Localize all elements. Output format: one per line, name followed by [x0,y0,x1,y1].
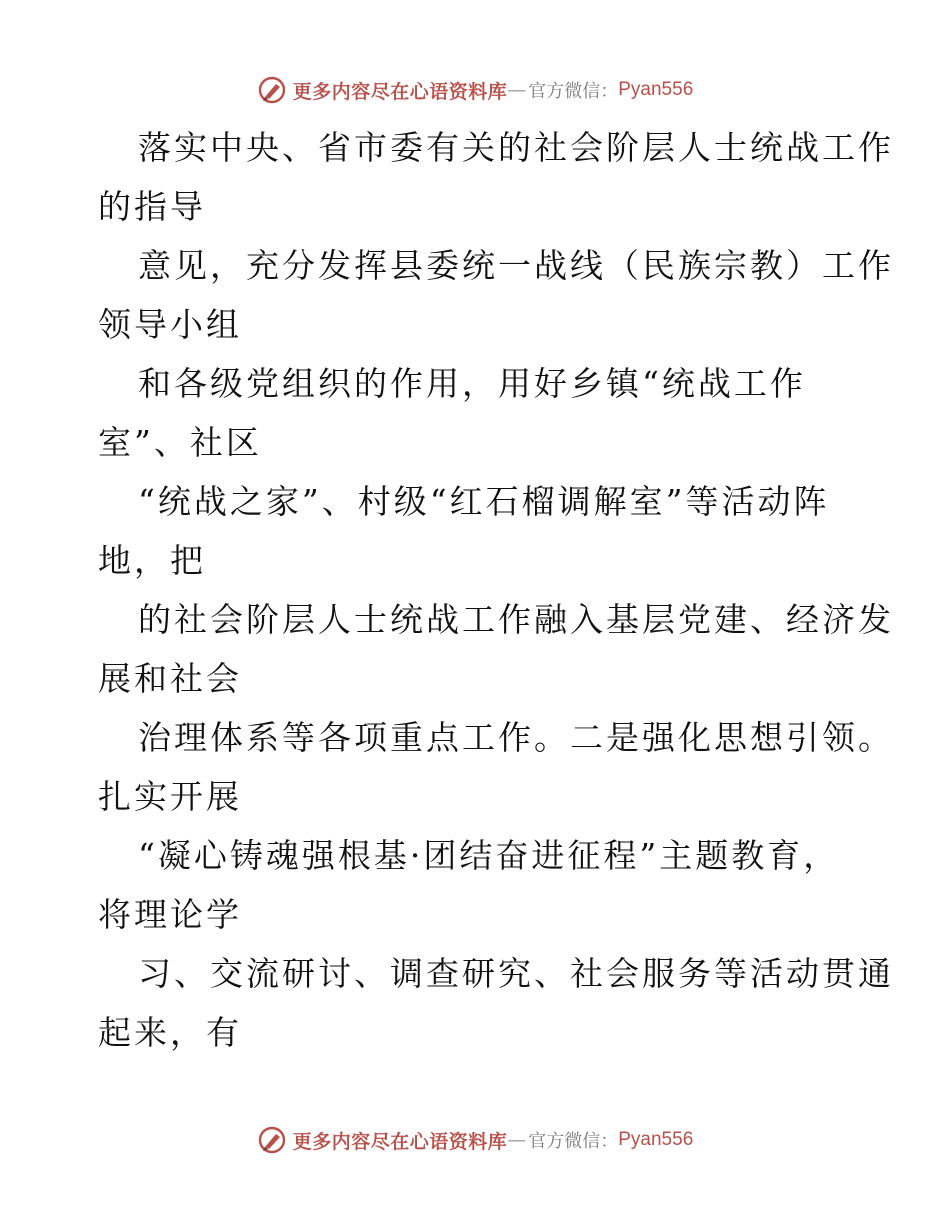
header-banner [0,72,950,108]
banner-wechat-label: 官方微信： [528,81,619,102]
body-line: 地，把 [98,541,206,580]
banner-site-name: 更多内容尽在心语资料库 [292,1130,508,1153]
body-line: 习、交流研讨、调查研究、社会服务等活动贯通 [138,954,894,993]
banner-wechat-id: Pyan556 [618,1129,694,1150]
banner-separator: — [507,79,527,101]
pen-logo-icon [257,1125,287,1155]
footer-banner [0,1122,950,1158]
banner-wechat-label: 官方微信： [528,1131,619,1152]
body-line: 意见，充分发挥县委统一战线（民族宗教）工作 [138,246,894,285]
body-line: 的社会阶层人士统战工作融入基层党建、经济发 [138,600,894,639]
body-line: “凝心铸魂强根基·团结奋进征程”主题教育， [138,836,840,875]
body-line: 落实中央、省市委有关的社会阶层人士统战工作 [138,128,894,167]
body-line: 室”、社区 [98,423,262,462]
body-line: 展和社会 [98,659,242,698]
body-line: 的指导 [98,187,206,226]
body-line: 领导小组 [98,305,242,344]
body-line: 起来，有 [98,1013,242,1052]
body-line: 和各级党组织的作用，用好乡镇“统战工作 [138,364,806,403]
pen-logo-icon [257,75,287,105]
body-line: “统战之家”、村级“红石榴调解室”等活动阵 [138,482,830,521]
body-line: 将理论学 [98,895,242,934]
banner-site-name: 更多内容尽在心语资料库 [292,80,508,103]
banner-wechat-id: Pyan556 [618,79,694,100]
banner-separator: — [507,1129,527,1151]
document-body [98,118,894,1062]
body-line: 治理体系等各项重点工作。二是强化思想引领。 [138,718,894,757]
body-line: 扎实开展 [98,777,242,816]
